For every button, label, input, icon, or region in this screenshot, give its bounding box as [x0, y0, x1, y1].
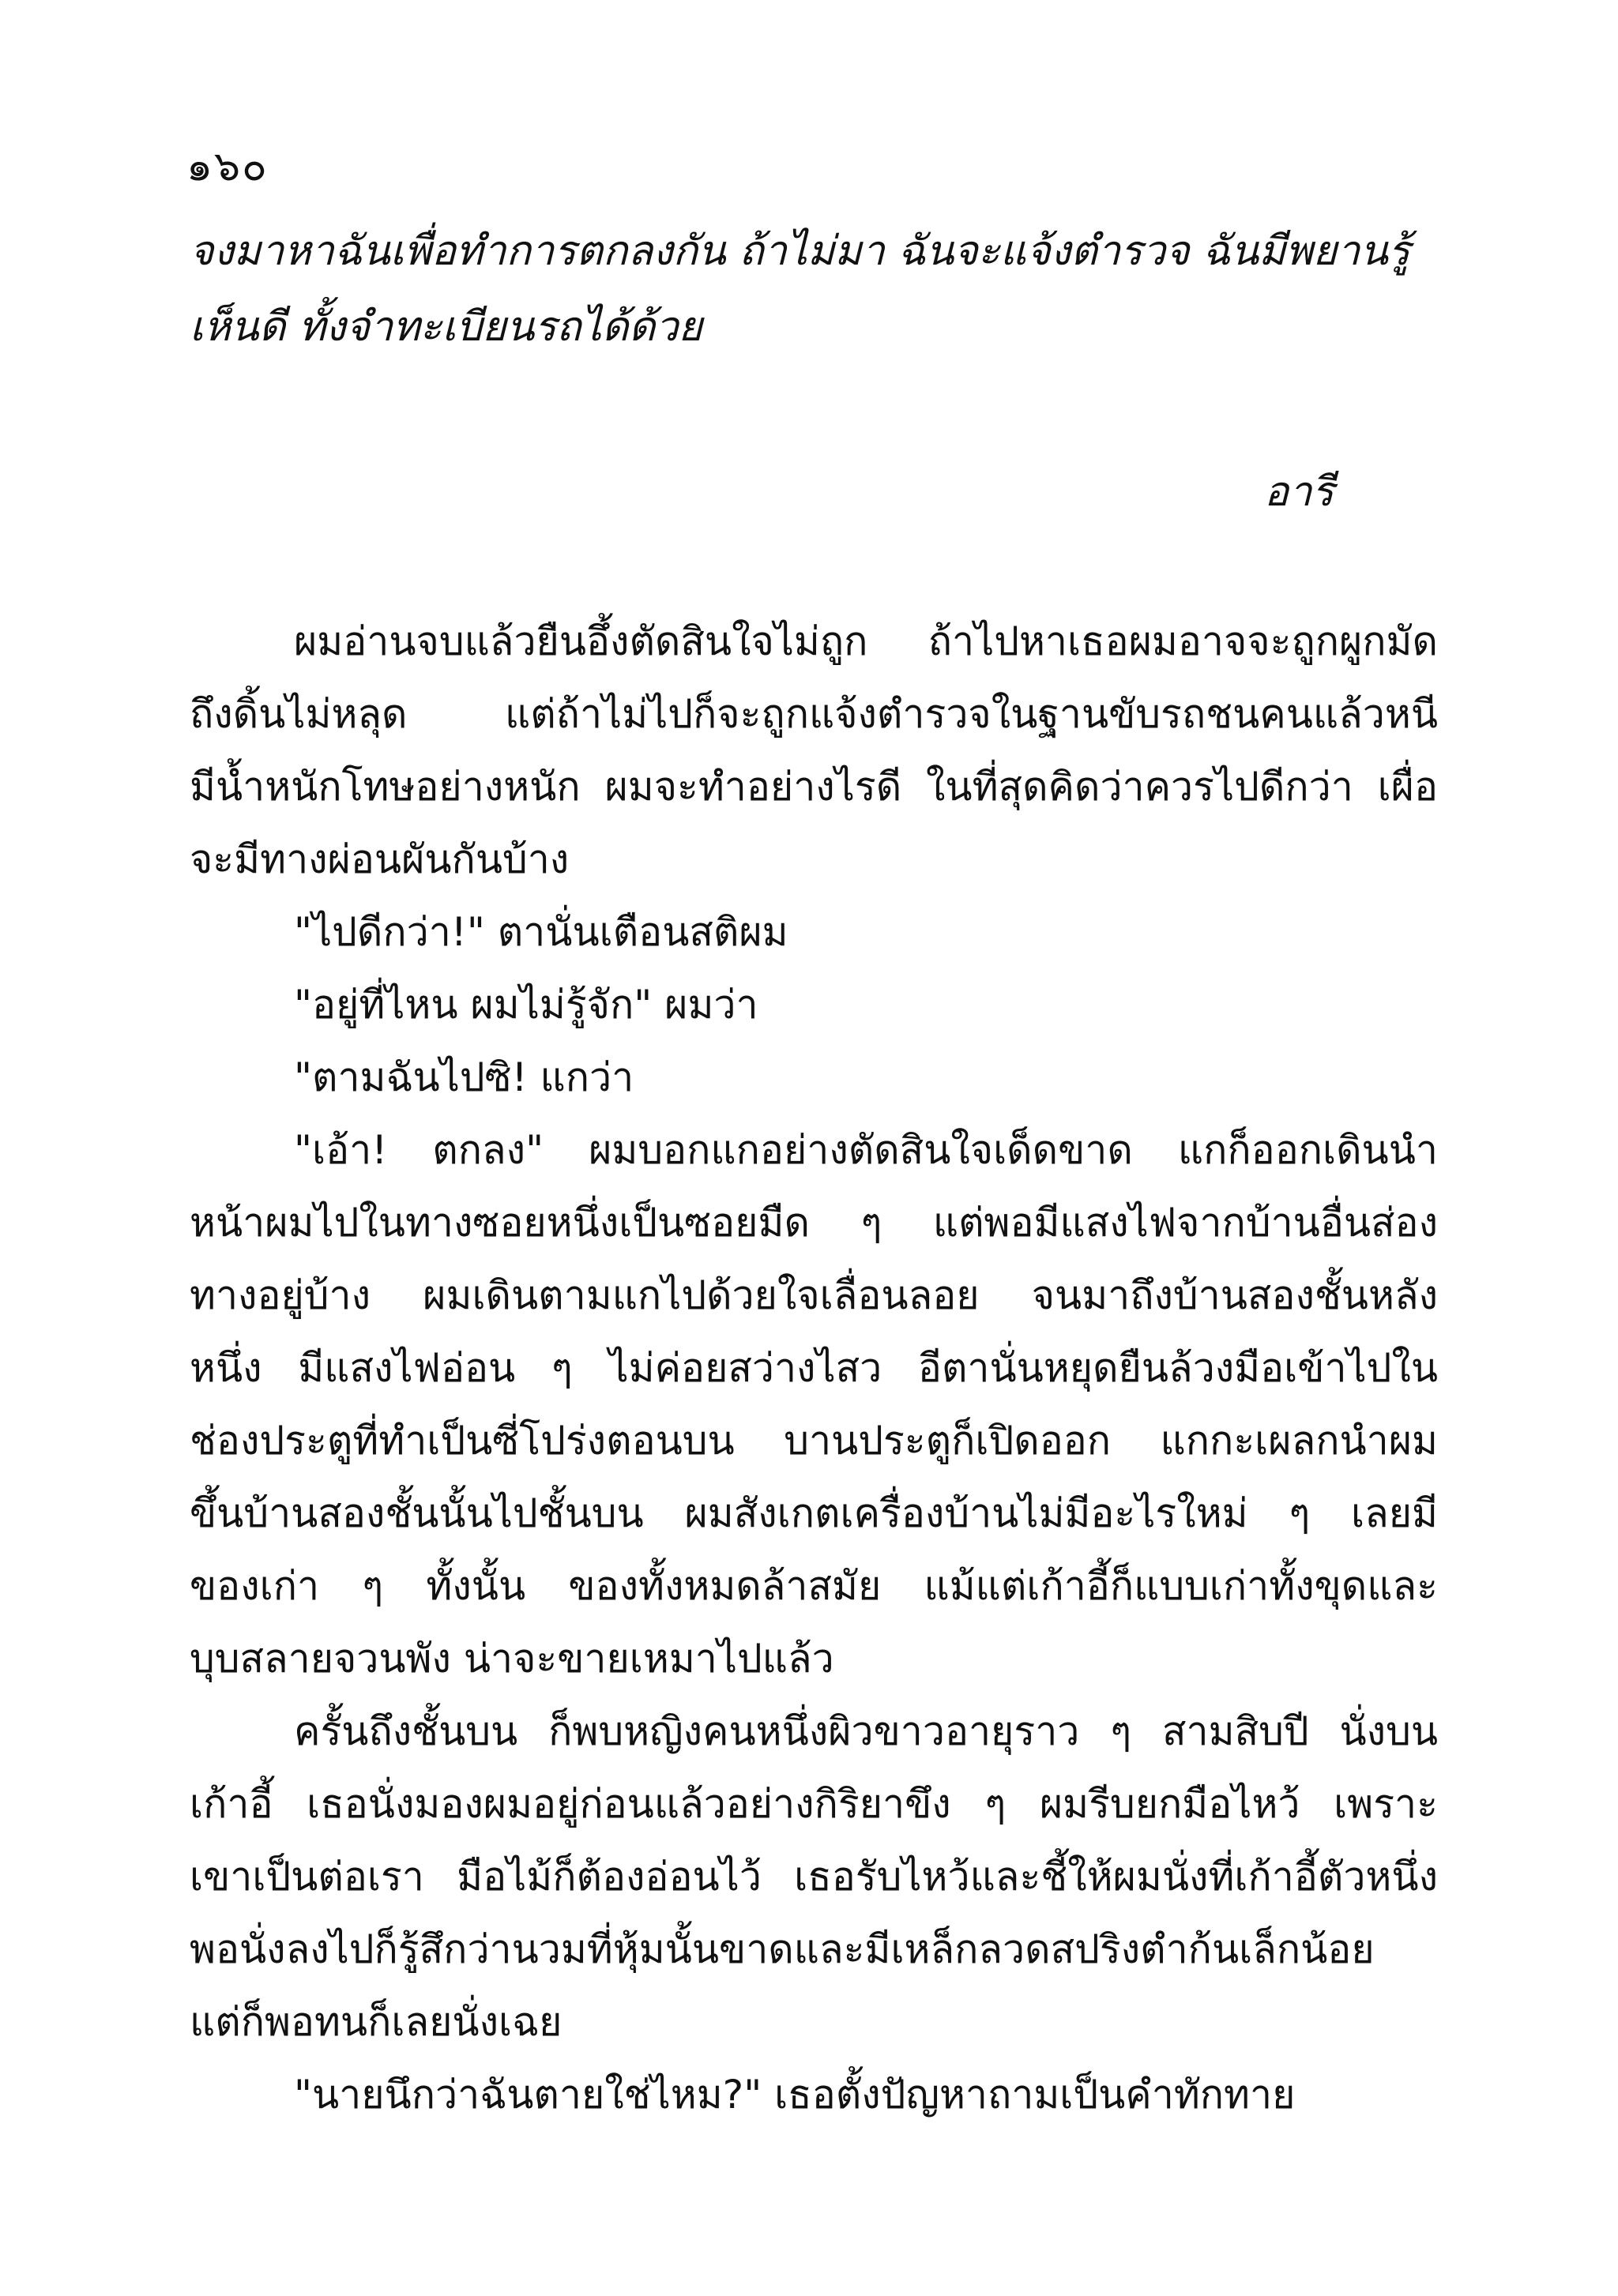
paragraph-line: พอนั่งลงไปก็รู้สึกว่านวมที่หุ้มนั้นขาดและมีเหล็กลวดสปริงตำก้นเล็กน้อย — [190, 1926, 1375, 1972]
dialogue-line: "ตามฉันไปซิ! แกว่า — [294, 1054, 634, 1100]
page-number: ๑๖๐ — [186, 143, 269, 190]
paragraph-line: ช่องประตูที่ทำเป็นซี่โปร่งตอนบน บานประตูก็เปิดออก แกกะเผลกนำผม — [190, 1418, 1438, 1464]
paragraph-line: ผมอ่านจบแล้วยืนอึ้งตัดสินใจไม่ถูก ถ้าไปหาเธอผมอาจจะถูกผูกมัด — [294, 618, 1438, 664]
paragraph-line: จะมีทางผ่อนผันกันบ้าง — [190, 836, 570, 882]
paragraph-line: บุบสลายจวนพัง น่าจะขายเหมาไปแล้ว — [190, 1636, 834, 1682]
dialogue-line: "ไปดีกว่า!" ตานั่นเตือนสติผม — [294, 909, 788, 955]
paragraph-line: เก้าอี้ เธอนั่งมองผมอยู่ก่อนแล้วอย่างกิริยาขึง ๆ ผมรีบยกมือไหว้ เพราะ — [190, 1781, 1438, 1827]
paragraph-line: มีน้ำหนักโทษอย่างหนัก ผมจะทำอย่างไรดี ในที่สุดคิดว่าควรไปดีกว่า เผื่อ — [190, 764, 1438, 810]
paragraph-line: "เอ้า! ตกลง" ผมบอกแกอย่างตัดสินใจเด็ดขาด แกก็ออกเดินนำ — [294, 1127, 1438, 1173]
paragraph-line: ขึ้นบ้านสองชั้นนั้นไปชั้นบน ผมสังเกตเครื่องบ้านไม่มีอะไรใหม่ ๆ เลยมี — [190, 1490, 1438, 1536]
paragraph-line: แต่ก็พอทนก็เลยนั่งเฉย — [190, 1999, 563, 2045]
paragraph-line: เขาเป็นต่อเรา มือไม้ก็ต้องอ่อนไว้ เธอรับไหว้และชี้ให้ผมนั่งที่เก้าอี้ตัวหนึ่ง — [190, 1854, 1438, 1900]
letter-signature: อารี — [1264, 468, 1334, 516]
paragraph-line: ทางอยู่บ้าง ผมเดินตามแกไปด้วยใจเลื่อนลอย จนมาถึงบ้านสองชั้นหลัง — [190, 1272, 1438, 1318]
paragraph-line: หน้าผมไปในทางซอยหนึ่งเป็นซอยมืด ๆ แต่พอมีแสงไฟจากบ้านอื่นส่อง — [190, 1200, 1438, 1246]
narrative-text — [190, 605, 1438, 2131]
letter-body — [190, 213, 1438, 365]
letter-line: เห็นดี ทั้งจำทะเบียนรถได้ด้วย — [190, 303, 703, 351]
letter-line: จงมาหาฉันเพื่อทำการตกลงกัน ถ้าไม่มา ฉันจะแจ้งตำรวจ ฉันมีพยานรู้ — [190, 227, 1410, 275]
dialogue-line: "อยู่ที่ไหน ผมไม่รู้จัก" ผมว่า — [294, 982, 758, 1028]
paragraph-line: ครั้นถึงชั้นบน ก็พบหญิงคนหนึ่งผิวขาวอายุราว ๆ สามสิบปี นั่งบน — [294, 1708, 1438, 1754]
paragraph-line: ถึงดิ้นไม่หลุด แต่ถ้าไม่ไปก็จะถูกแจ้งตำรวจในฐานขับรถชนคนแล้วหนี — [190, 691, 1438, 737]
paragraph-line: หนึ่ง มีแสงไฟอ่อน ๆ ไม่ค่อยสว่างไสว อีตานั่นหยุดยืนล้วงมือเข้าไปใน — [190, 1345, 1438, 1391]
paragraph-line: ของเก่า ๆ ทั้งนั้น ของทั้งหมดล้าสมัย แม้แต่เก้าอี้ก็แบบเก่าทั้งขุดและ — [190, 1563, 1438, 1609]
dialogue-line: "นายนึกว่าฉันตายใช่ไหม?" เธอตั้งปัญหาถามเป็นคำทักทาย — [294, 2072, 1296, 2118]
